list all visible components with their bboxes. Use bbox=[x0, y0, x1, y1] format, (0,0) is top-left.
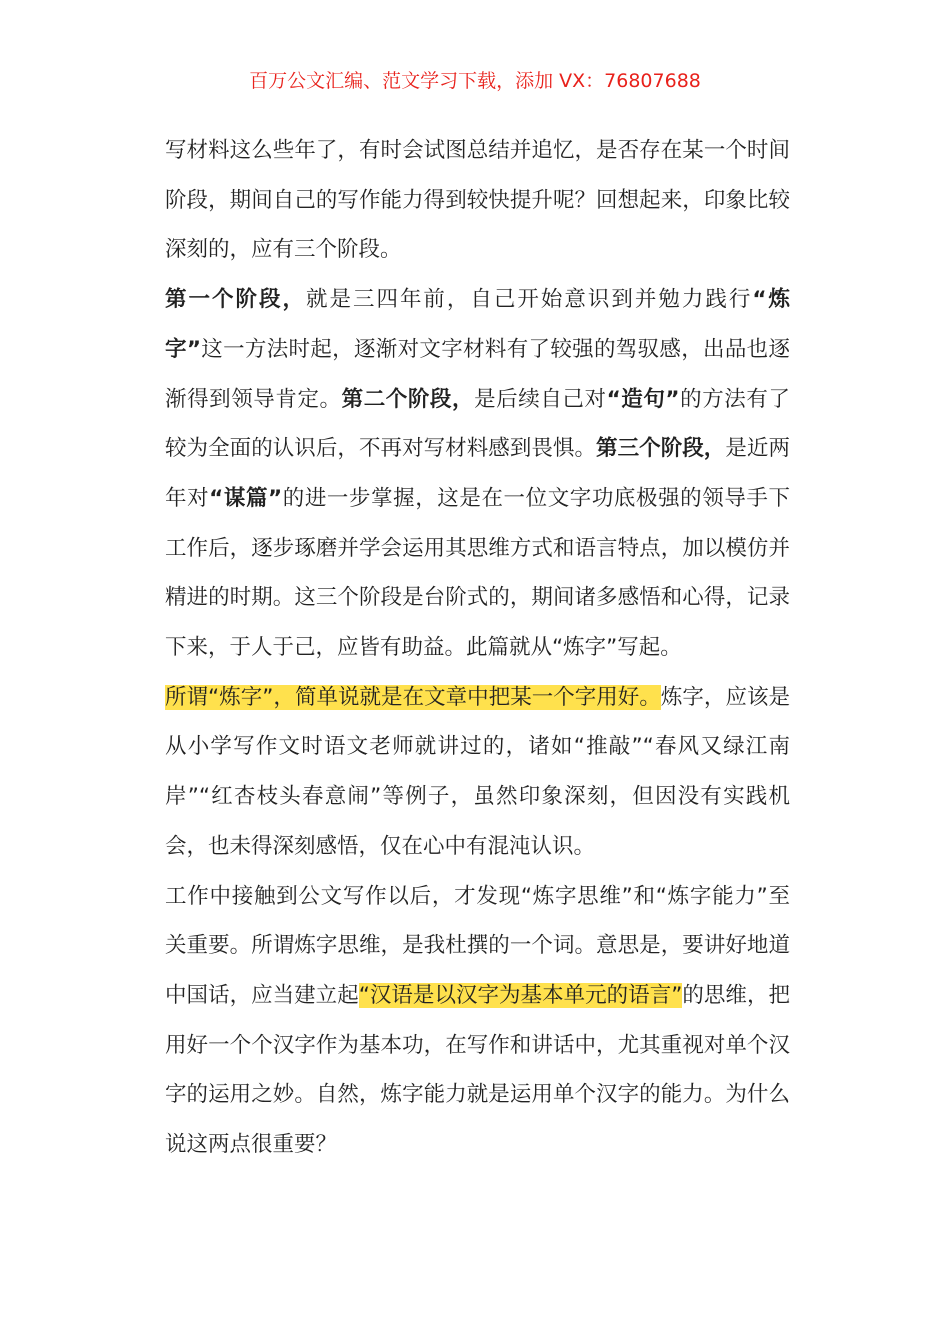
paragraph-intro: 写材料这么些年了，有时会试图总结并追忆，是否存在某一个时间阶段，期间自己的写作能力得到较快提升呢？回想起来，印象比较深刻的，应有三个阶段。 bbox=[165, 138, 790, 263]
thinking-text-cont: 的思维，把用好一个个汉字作为基本功，在写作和讲话中，尤其重视对单个汉字的运用之妙。自然，炼字能力就是运用单个汉字的能力。为什么说这两点很重要？ bbox=[165, 982, 790, 1158]
highlighted-principle: “汉语是以汉字为基本单元的语言” bbox=[358, 982, 683, 1008]
paragraph-definition bbox=[165, 673, 790, 872]
stage-two-text-cont: 的方法有了较为全面的认识后，不再对写材料感到畏惧。 bbox=[165, 386, 790, 462]
highlighted-definition: 所谓“炼字”，简单说就是在文章中把某一个字用好。 bbox=[165, 684, 661, 710]
term-lianzi: “炼字” bbox=[165, 287, 790, 362]
stage-three-heading: 第三个阶段， bbox=[596, 436, 726, 462]
stage-three-text: 是近两年对 bbox=[165, 436, 790, 511]
stage-one-text: 就是三四年前，自己开始意识到并勉力践行 bbox=[305, 287, 753, 313]
paragraph-stages bbox=[165, 275, 790, 673]
definition-text: 炼字，应该是从小学写作文时语文老师就讲过的，诸如“推敲”“春风又绿江南岸”“红杏枝头春意闹”等例子，虽然印象深刻，但因没有实践机会，也未得深刻感悟，仅在心中有混沌认识。 bbox=[165, 684, 790, 859]
stage-three-text-cont: 的进一步掌握，这是在一位文字功底极强的领导手下工作后，逐步琢磨并学会运用其思维方式和语言特点，加以模仿并精进的时期。这三个阶段是台阶式的，期间诸多感悟和心得，记录下来，于人于己，应皆有助益。此篇就从“炼字”写起。 bbox=[165, 485, 790, 661]
term-zaoju: “造句” bbox=[606, 386, 680, 412]
stage-one-heading: 第一个阶段， bbox=[165, 287, 306, 313]
promo-header: 百万公文汇编、范文学习下载，添加 VX：76807688 bbox=[249, 70, 701, 92]
stage-two-heading: 第二个阶段， bbox=[341, 386, 475, 412]
article-body bbox=[165, 126, 790, 1170]
stage-two-text: 是后续自己对 bbox=[474, 386, 607, 412]
paragraph-thinking bbox=[165, 872, 790, 1170]
stage-one-text-cont: 这一方法时起，逐渐对文字材料有了较强的驾驭感，出品也逐渐得到领导肯定。 bbox=[165, 336, 790, 412]
thinking-text: 工作中接触到公文写作以后，才发现“炼字思维”和“炼字能力”至关重要。所谓炼字思维，是我杜撰的一个词。意思是，要讲好地道中国话，应当建立起 bbox=[165, 883, 790, 1008]
term-moupian: “谋篇” bbox=[209, 485, 283, 511]
